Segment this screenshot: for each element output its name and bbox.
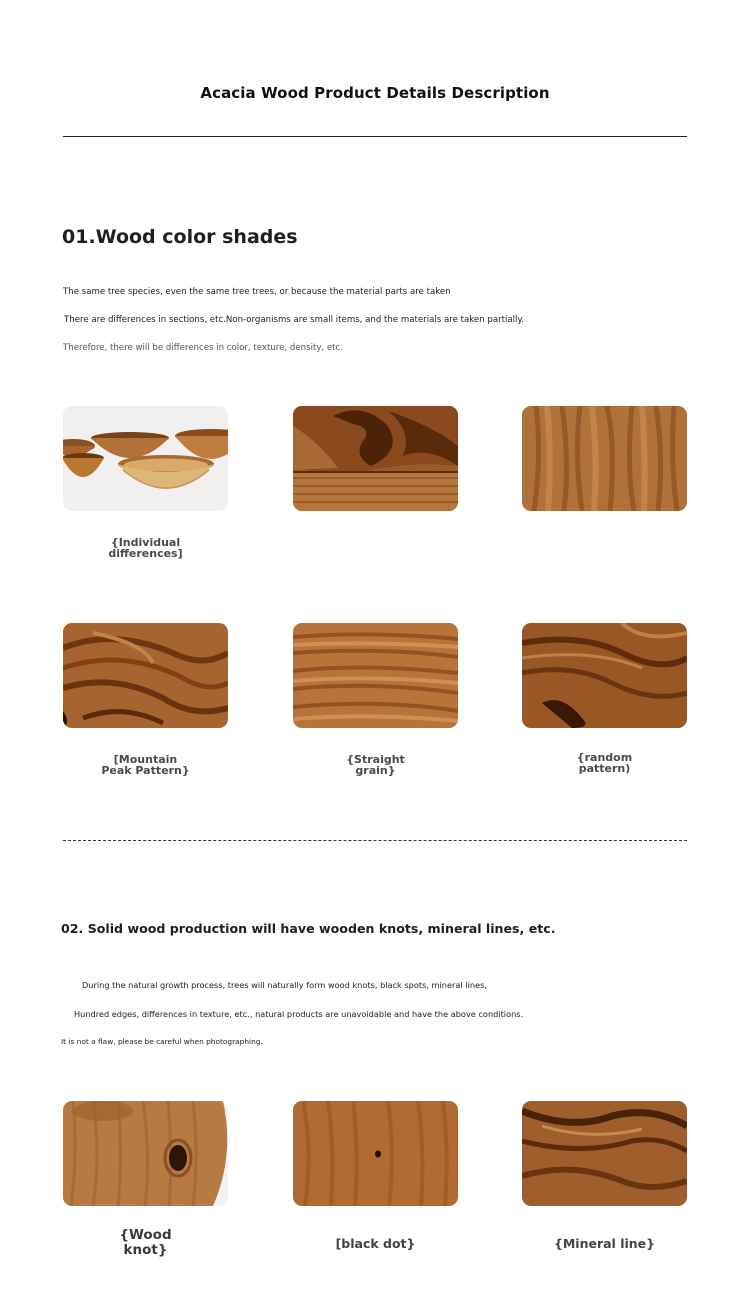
caption-text: {Straight grain} (346, 753, 405, 777)
wood-grain-photo-mountain-peak (63, 623, 228, 728)
section2-paragraph-3: It is not a flaw, please be careful when photographing. (61, 1037, 263, 1046)
section-divider (63, 840, 687, 841)
section1-paragraph-2: There are differences in sections, etc.Non-organisms are small items, and the materials are taken partially. (64, 315, 525, 325)
wood-grain-photo-straight-grain (293, 623, 458, 728)
caption-text: [Mountain Peak Pattern} (101, 753, 190, 777)
wood-grain-photo-dark-swirl (293, 406, 458, 511)
caption-text: {random pattern) (576, 751, 633, 775)
section1-heading: 01.Wood color shades (62, 226, 298, 248)
page-title: Acacia Wood Product Details Description (200, 84, 550, 102)
caption-mineral-line (522, 1238, 687, 1249)
section1-paragraph-1: The same tree species, even the same tree trees, or because the material parts are taken (63, 287, 451, 297)
black-dot-photo (293, 1101, 458, 1206)
section2-paragraph-2: Hundred edges, differences in texture, etc., natural products are unavoidable and have the above conditions. (74, 1009, 524, 1019)
section2-paragraph-1: During the natural growth process, trees will naturally form wood knots, black spots, mineral lines, (82, 980, 487, 990)
caption-black-dot (293, 1238, 458, 1249)
section1-paragraph-3: Therefore, there will be differences in color, texture, density, etc. (63, 343, 343, 353)
caption-text: {Mineral line} (553, 1236, 656, 1251)
caption-text: [black dot} (335, 1236, 416, 1251)
section2-heading: 02. Solid wood production will have wooden knots, mineral lines, etc. (61, 921, 556, 936)
caption-straight-grain (293, 754, 458, 776)
caption-mountain-peak-pattern (63, 754, 228, 776)
caption-text: {Individual differences] (108, 536, 183, 560)
title-divider (63, 136, 687, 137)
caption-wood-knot (63, 1228, 228, 1258)
wood-grain-photo-random-pattern (522, 623, 687, 728)
wooden-bowls-photo (63, 406, 228, 511)
caption-individual-differences (63, 537, 228, 559)
wood-grain-photo-straight (522, 406, 687, 511)
mineral-line-photo (522, 1101, 687, 1206)
wood-knot-photo (63, 1101, 228, 1206)
caption-text: {Wood knot} (119, 1227, 172, 1258)
caption-random-pattern (522, 752, 687, 774)
